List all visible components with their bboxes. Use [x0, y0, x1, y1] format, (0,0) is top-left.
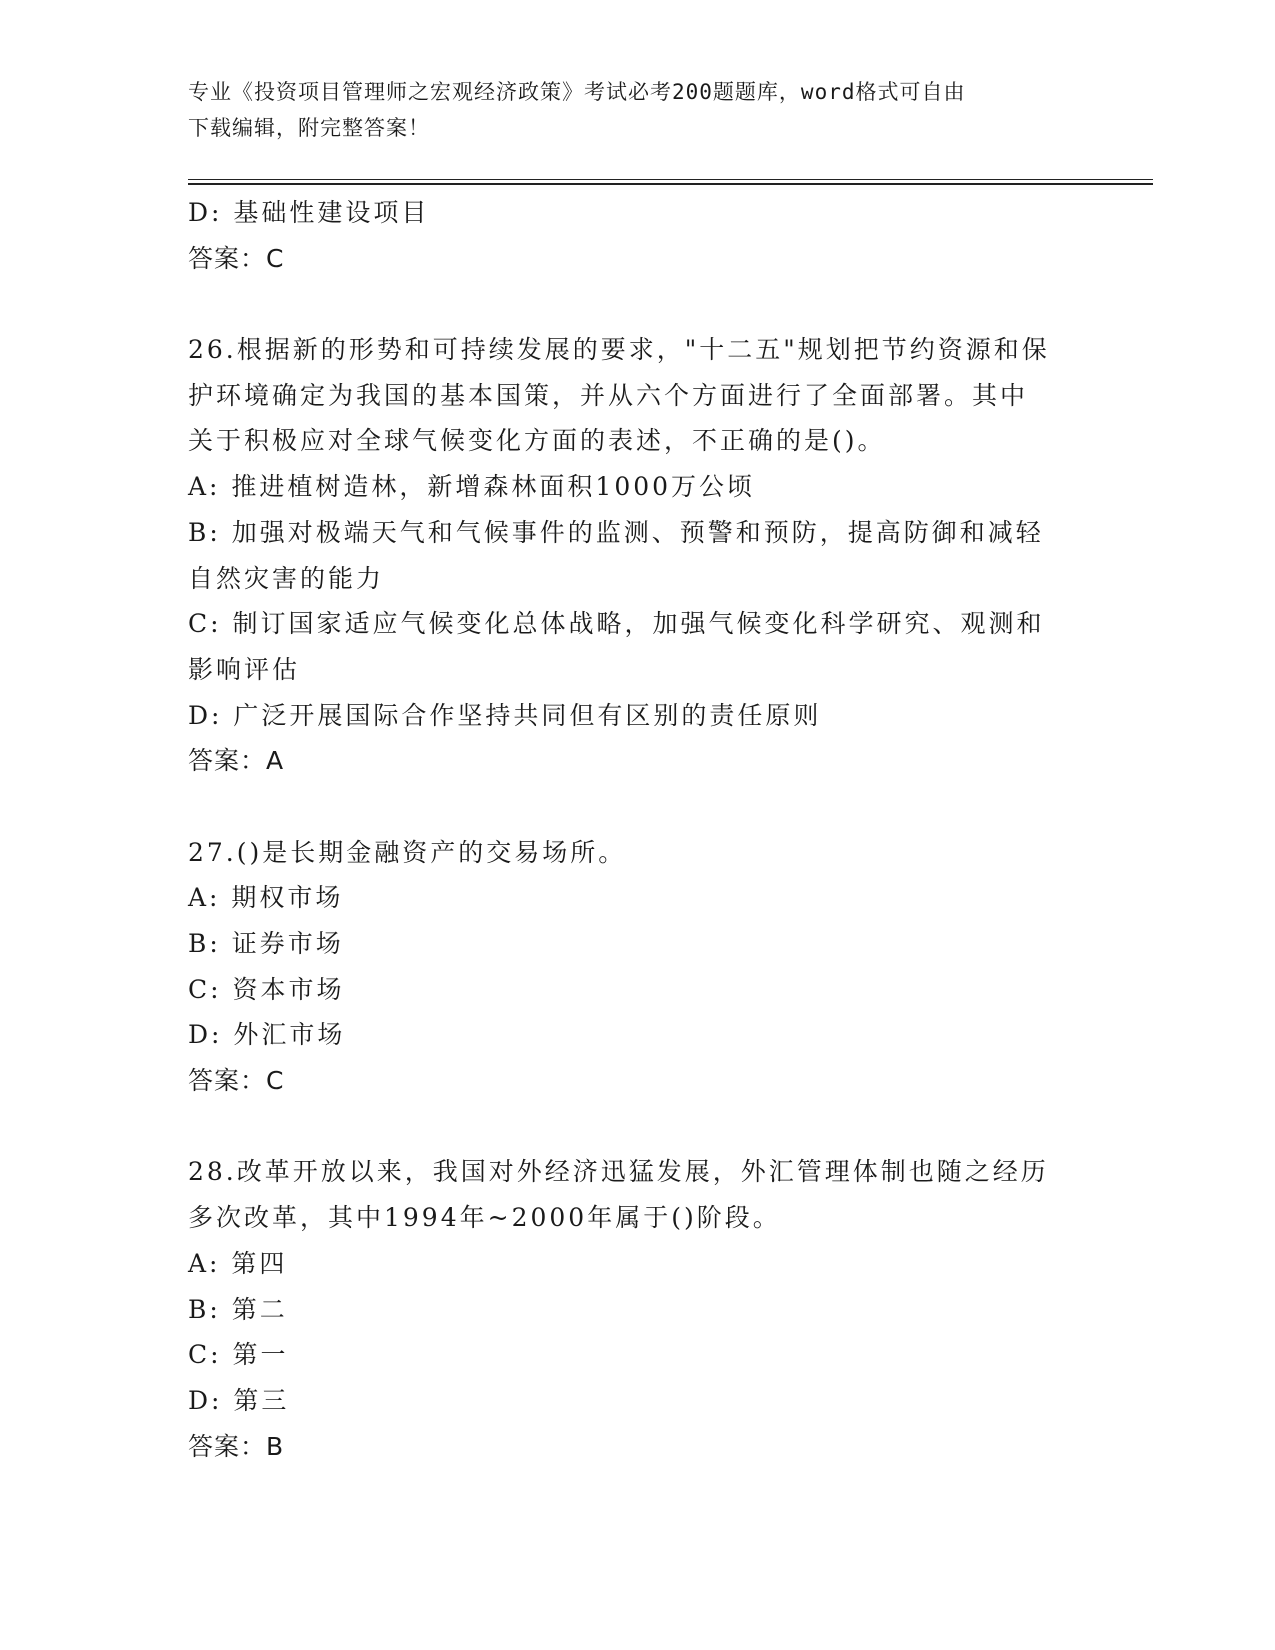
option-b: B: 证券市场	[188, 929, 344, 958]
option-a: A: 推进植树造林，新增森林面积1000万公顷	[188, 472, 756, 502]
option-c: C: 资本市场	[188, 974, 345, 1004]
question-stem-line: 护环境确定为我国的基本国策，并从六个方面进行了全面部署。其中	[188, 380, 1029, 410]
document-body	[188, 190, 1088, 1469]
option-a: A: 第四	[188, 1248, 288, 1278]
answer-line: 答案：B	[188, 1431, 285, 1461]
header-rule-thick	[188, 183, 1153, 185]
header-line-2: 下载编辑，附完整答案！	[188, 116, 430, 140]
option-b: B: 第二	[188, 1294, 288, 1324]
option-d: D: 外汇市场	[188, 1020, 346, 1050]
question-stem-line: 26.根据新的形势和可持续发展的要求，"十二五"规划把节约资源和保	[188, 335, 1050, 365]
spacer	[188, 281, 1088, 327]
option-c: C: 第一	[188, 1340, 289, 1370]
question-28	[188, 1149, 1088, 1469]
spacer	[188, 784, 1088, 830]
question-26	[188, 327, 1088, 784]
option-c-continued: 影响评估	[188, 654, 301, 684]
option-d: D: 广泛开展国际合作坚持共同但有区别的责任原则	[188, 700, 822, 730]
question-stem-line: 多次改革，其中1994年~2000年属于()阶段。	[188, 1203, 781, 1233]
option-b: B: 加强对极端天气和气候事件的监测、预警和预防，提高防御和减轻	[188, 517, 1044, 547]
option-c: C: 制订国家适应气候变化总体战略，加强气候变化科学研究、观测和	[188, 609, 1045, 639]
question-25-tail	[188, 190, 1088, 281]
spacer	[188, 1104, 1088, 1150]
answer-line: 答案：C	[188, 243, 285, 273]
question-stem-line: 28.改革开放以来，我国对外经济迅猛发展，外汇管理体制也随之经历	[188, 1157, 1049, 1187]
header-line-1: 专业《投资项目管理师之宏观经济政策》考试必考200题题库，word格式可自由	[188, 80, 966, 104]
option-d: D: 基础性建设项目	[188, 198, 430, 227]
answer-line: 答案：C	[188, 1066, 285, 1096]
option-a: A: 期权市场	[188, 883, 344, 913]
header-rule-thin	[188, 179, 1153, 180]
question-27	[188, 830, 1088, 1104]
answer-line: 答案：A	[188, 746, 285, 776]
option-d: D: 第三	[188, 1385, 290, 1415]
question-stem-line: 27.()是长期金融资产的交易场所。	[188, 837, 627, 867]
option-b-continued: 自然灾害的能力	[188, 563, 385, 593]
document-header	[188, 74, 1088, 146]
question-stem-line: 关于积极应对全球气候变化方面的表述，不正确的是()。	[188, 426, 886, 456]
